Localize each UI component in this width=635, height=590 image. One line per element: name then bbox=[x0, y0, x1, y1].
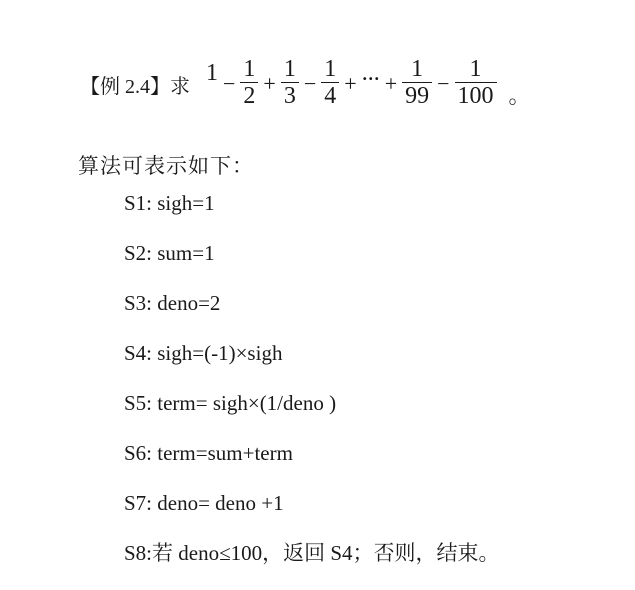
fraction-numerator: 1 bbox=[469, 55, 482, 82]
step-s5: S5: term= sigh×(1/deno ) bbox=[124, 391, 337, 415]
fraction bbox=[321, 57, 339, 111]
formula-term: ... bbox=[361, 59, 380, 86]
fraction-denominator: 99 bbox=[405, 83, 430, 110]
fraction-numerator: 1 bbox=[243, 55, 256, 82]
step-s8: S8:若 deno≤100，返回 S4；否则，结束。 bbox=[124, 541, 500, 565]
formula-operator: + bbox=[344, 70, 357, 96]
formula-operator: + bbox=[384, 70, 398, 96]
step-s3: S3: deno=2 bbox=[124, 291, 221, 315]
fraction bbox=[402, 57, 432, 111]
fraction-numerator: 1 bbox=[324, 55, 337, 82]
formula-period: 。 bbox=[508, 82, 531, 108]
formula-operator: − bbox=[437, 70, 450, 96]
fraction-denominator: 4 bbox=[324, 83, 337, 110]
series-formula bbox=[204, 57, 499, 111]
step-s7: S7: deno= deno +1 bbox=[124, 491, 284, 515]
fraction bbox=[281, 57, 299, 111]
step-s4: S4: sigh=(-1)×sigh bbox=[124, 341, 283, 365]
step-s6: S6: term=sum+term bbox=[124, 441, 293, 465]
algorithm-steps bbox=[124, 190, 500, 590]
example-heading bbox=[80, 44, 531, 124]
fraction-denominator: 3 bbox=[283, 83, 296, 110]
formula-term: 1 bbox=[206, 59, 218, 86]
fraction bbox=[455, 57, 497, 111]
example-label: 【例 2.4】求 bbox=[80, 76, 190, 98]
fraction-denominator: 2 bbox=[243, 83, 256, 110]
fraction-numerator: 1 bbox=[411, 55, 424, 82]
step-s1: S1: sigh=1 bbox=[124, 191, 215, 215]
step-s2: S2: sum=1 bbox=[124, 241, 215, 265]
formula-operator: − bbox=[223, 70, 236, 96]
fraction-numerator: 1 bbox=[283, 55, 296, 82]
formula-operator: − bbox=[303, 70, 317, 96]
fraction bbox=[240, 57, 258, 111]
algorithm-intro: 算法可表示如下： bbox=[78, 154, 254, 178]
formula-operator: + bbox=[263, 70, 276, 96]
fraction-denominator: 100 bbox=[457, 83, 494, 110]
